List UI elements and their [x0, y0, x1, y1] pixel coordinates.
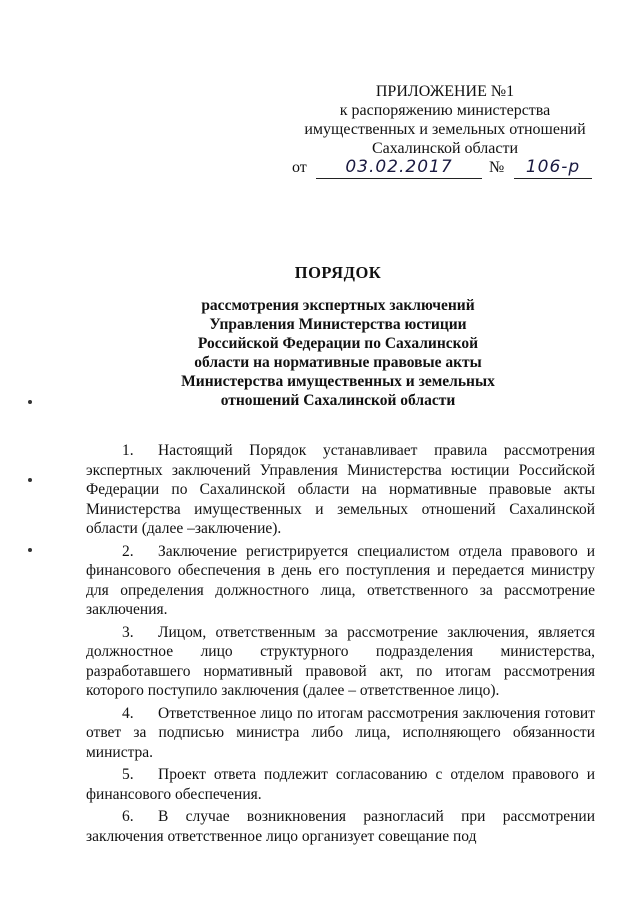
paragraph-text: Заключение регистрируется специалистом отдела правового и финансового обеспечения в день его поступления и передается министру для определения должностного лица, ответственного за рассмотрение заключения.: [86, 542, 595, 618]
paragraph-1: [86, 441, 595, 539]
appendix-line-3: имущественных и земельных отношений: [304, 121, 586, 138]
appendix-title: ПРИЛОЖЕНИЕ №1: [375, 83, 515, 100]
paragraph-text: Ответственное лицо по итогам рассмотрения заключения готовит ответ за подписью министра либо лица, исполняющего обязанности министра.: [86, 704, 595, 761]
paragraph-3: [86, 623, 595, 701]
appendix-header: [300, 82, 590, 158]
paragraph-number: 5.: [122, 766, 134, 783]
paragraph-5: [86, 765, 595, 804]
title-line-2: Управления Министерства юстиции: [209, 316, 467, 333]
document-title: ПОРЯДОК: [294, 263, 382, 282]
paragraph-text: В случае возникновения разногласий при рассмотрении заключения ответственное лицо организует совещание под: [86, 808, 595, 845]
margin-mark: [28, 478, 32, 482]
title-line-3: Российской Федерации по Сахалинской: [197, 335, 479, 352]
paragraph-4: [86, 704, 595, 763]
paragraph-2: [86, 542, 595, 620]
title-line-4: области на нормативные правовые акты: [194, 354, 482, 371]
paragraph-number: 2.: [122, 542, 134, 560]
paragraph-6: [86, 807, 595, 846]
order-number-handwritten: 106-р: [514, 159, 592, 179]
paragraph-number: 3.: [122, 623, 134, 641]
margin-mark: [28, 548, 32, 552]
appendix-line-4: Сахалинской области: [371, 140, 519, 157]
document-title-block: [150, 263, 526, 410]
paragraph-number: 6.: [122, 808, 134, 825]
document-body: [86, 441, 595, 849]
title-line-6: отношений Сахалинской области: [220, 392, 456, 409]
appendix-line-2: к распоряжению министерства: [339, 102, 551, 119]
paragraph-text: Настоящий Порядок устанавливает правила рассмотрения экспертных заключений Управления Министерства юстиции Российской Федерации по Сахалинской области на нормативные правовые акты Министерства имущественных и земельных отношений Сахалинской области (далее –заключение).: [86, 442, 595, 537]
title-line-1: рассмотрения экспертных заключений: [201, 297, 475, 314]
date-prefix: от: [292, 159, 307, 176]
number-prefix: №: [489, 159, 505, 176]
order-date-number-line: [292, 159, 592, 181]
paragraph-text: Лицом, ответственным за рассмотрение заключения, является должностное лицо структурного подразделения министерства, разработавшего нормативный правовой акт, по итогам рассмотрения которого поступило заключения (далее – ответственное лицо).: [86, 623, 595, 699]
paragraph-number: 1.: [122, 442, 134, 459]
paragraph-number: 4.: [122, 704, 134, 722]
margin-mark: [28, 400, 32, 404]
title-line-5: Министерства имущественных и земельных: [181, 373, 495, 390]
paragraph-text: Проект ответа подлежит согласованию с отделом правового и финансового обеспечения.: [86, 766, 595, 803]
order-date-handwritten: 03.02.2017: [316, 159, 482, 179]
